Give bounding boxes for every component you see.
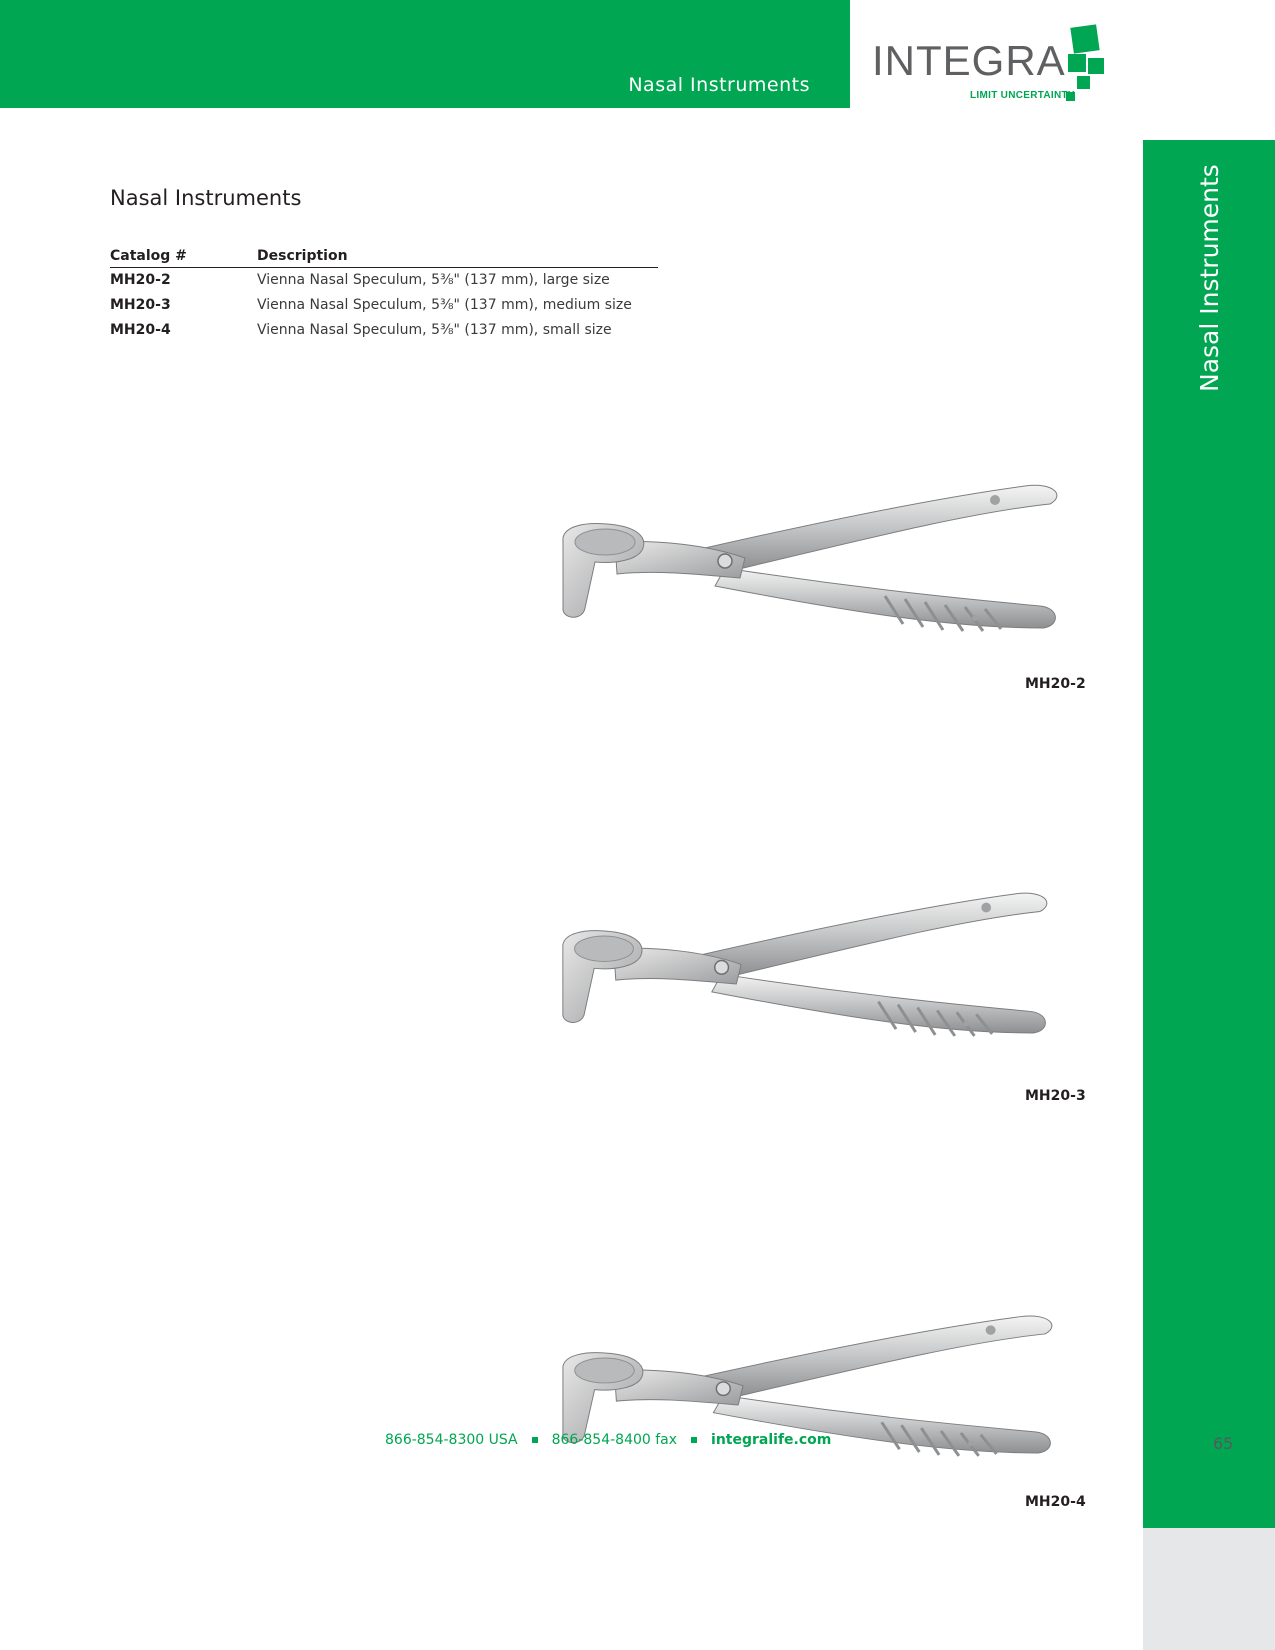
catalog-number: MH20-3	[110, 297, 171, 313]
header-title: Nasal Instruments	[628, 74, 810, 96]
catalog-description: Vienna Nasal Speculum, 5⅜" (137 mm), large size	[257, 272, 610, 288]
bullet-square-icon	[532, 1437, 538, 1443]
catalog-description: Vienna Nasal Speculum, 5⅜" (137 mm), small size	[257, 322, 612, 338]
side-grey-panel	[1143, 1528, 1275, 1650]
logo-wordmark: INTEGRA	[872, 37, 1066, 84]
product-image-mh20-4	[555, 1305, 1095, 1485]
footer-phone: 866-854-8300 USA	[385, 1432, 518, 1448]
footer-website-link[interactable]: integralife.com	[711, 1432, 832, 1448]
table-row	[110, 268, 658, 293]
catalog-description-header: Description	[257, 248, 348, 264]
table-row	[110, 293, 658, 318]
product-caption: MH20-3	[1025, 1088, 1086, 1104]
nasal-speculum-icon	[555, 1305, 1095, 1485]
page-title: Nasal Instruments	[110, 186, 302, 210]
product-image-mh20-2	[555, 470, 1095, 650]
footer-contact	[385, 1432, 831, 1448]
integra-logo	[872, 22, 1112, 112]
page-number: 65	[1213, 1434, 1234, 1453]
nasal-speculum-icon	[555, 470, 1095, 650]
footer-fax: 866-854-8400 fax	[551, 1432, 678, 1448]
header-band	[0, 0, 850, 108]
catalog-header-row	[110, 248, 658, 268]
nasal-speculum-icon	[555, 880, 1095, 1060]
catalog-number: MH20-2	[110, 272, 171, 288]
catalog-table	[110, 248, 658, 343]
product-caption: MH20-2	[1025, 676, 1086, 692]
catalog-description: Vienna Nasal Speculum, 5⅜" (137 mm), medium size	[257, 297, 632, 313]
logo-tagline: LIMIT UNCERTAINTY	[970, 90, 1075, 101]
catalog-number-header: Catalog #	[110, 248, 187, 264]
table-row	[110, 318, 658, 343]
catalog-number: MH20-4	[110, 322, 171, 338]
product-image-mh20-3	[555, 880, 1095, 1060]
bullet-square-icon	[691, 1437, 697, 1443]
side-tab-label: Nasal Instruments	[1195, 164, 1224, 392]
product-caption: MH20-4	[1025, 1494, 1086, 1510]
